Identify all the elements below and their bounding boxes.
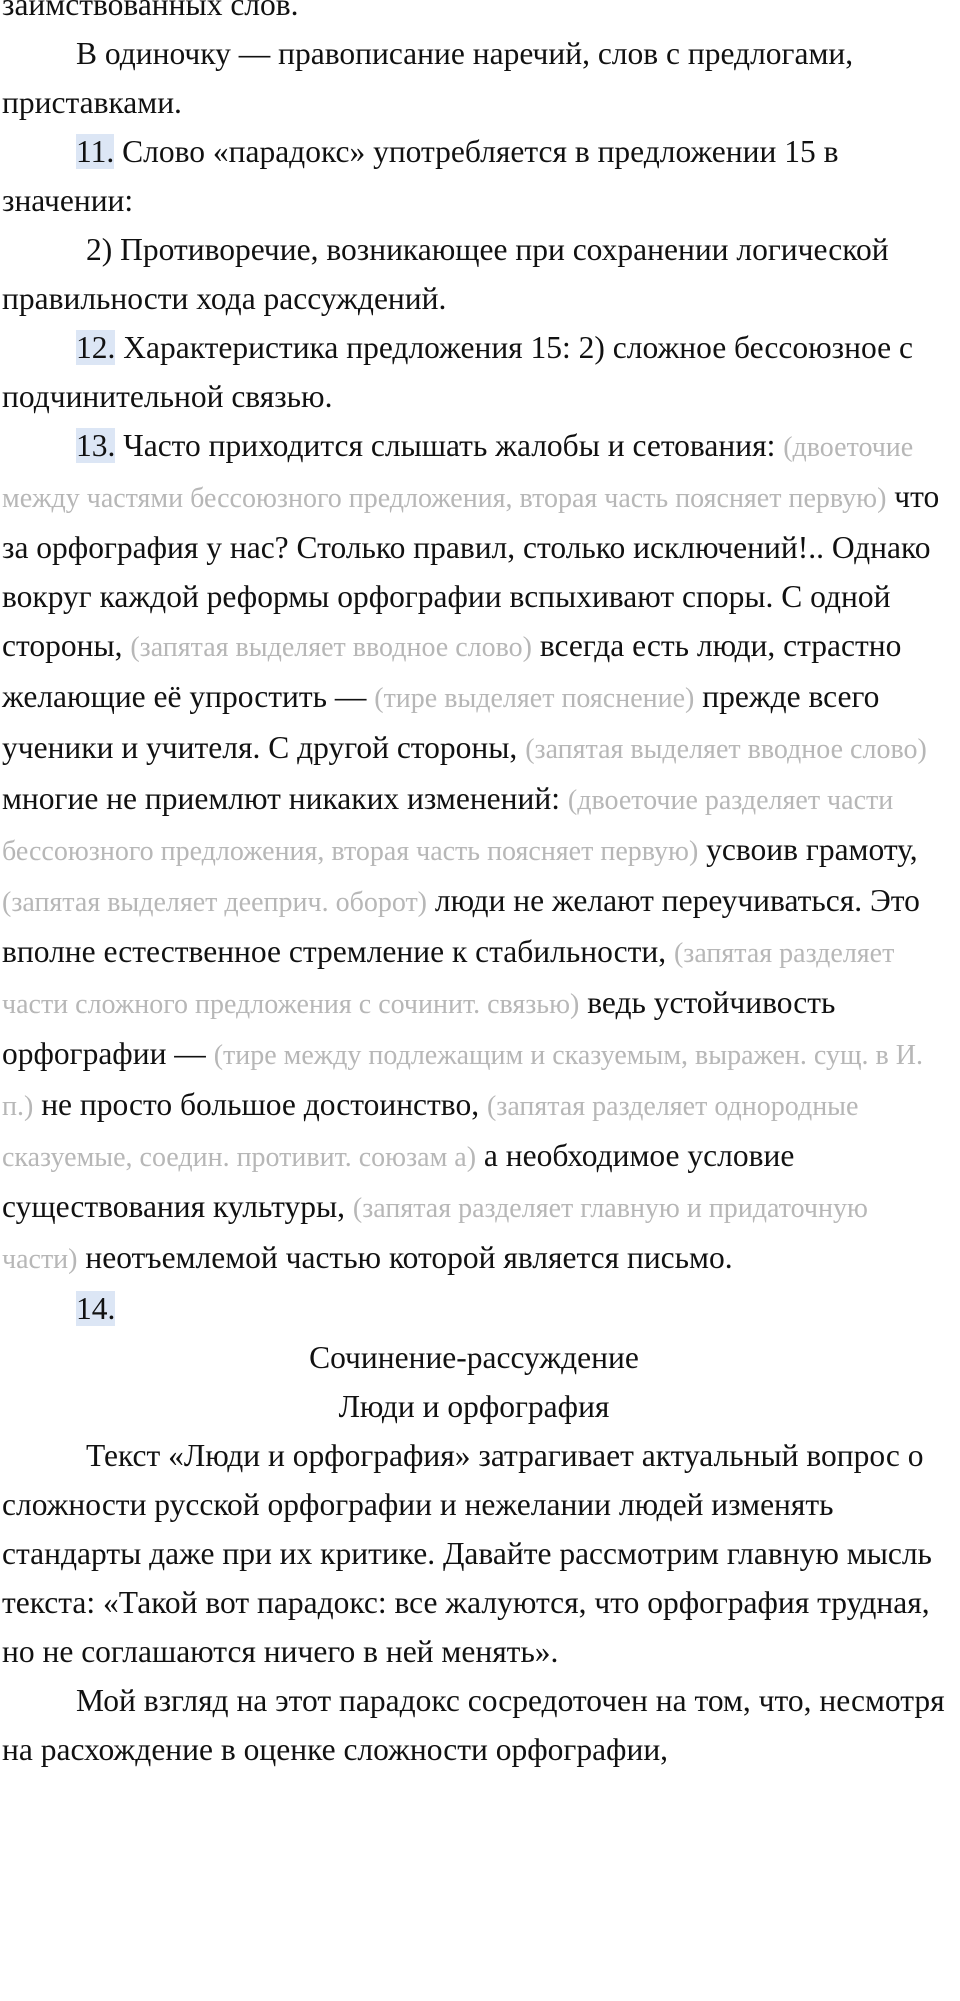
- punctuation-note: (запятая выделяет вводное слово): [525, 734, 927, 765]
- essay-subtitle: Люди и орфография: [338, 1389, 610, 1424]
- text-segment: не просто большое достоинство,: [33, 1087, 487, 1122]
- paragraph-12: [2, 323, 946, 421]
- punctuation-note: (двоеточие разделяет части бессоюзного предложения, вторая часть поясняет первую): [2, 785, 894, 867]
- text-segment: что за орфография у нас? Столько правил, столько исключений!.. Однако вокруг каждой реформы орфографии вспыхивают споры. С одной стороны,: [2, 479, 940, 663]
- punctuation-note: (запятая разделяет главную и придаточную части): [2, 1193, 868, 1275]
- text-segment: неотъемлемой частью которой является письмо.: [77, 1240, 733, 1275]
- task-number-14: 14.: [76, 1291, 116, 1326]
- punctuation-note: (запятая выделяет дееприч. оборот): [2, 887, 428, 918]
- punctuation-note: (двоеточие между частями бессоюзного предложения, вторая часть поясняет первую): [2, 432, 914, 514]
- punctuation-note: (запятая разделяет части сложного предложения с сочинит. связью): [2, 938, 895, 1020]
- punctuation-note: (тире выделяет пояснение): [374, 683, 695, 714]
- paragraph-14: [2, 1284, 946, 1333]
- punctuation-note: (запятая разделяет однородные сказуемые, соедин. противит. союзам а): [2, 1091, 859, 1173]
- essay-paragraph-2: Мой взгляд на этот парадокс сосредоточен на том, что, несмотря на расхождение в оценке сложности орфографии,: [2, 1683, 945, 1767]
- text-segment: Часто приходится слышать жалобы и сетования:: [115, 428, 784, 463]
- punctuation-note: (запятая выделяет вводное слово): [130, 632, 532, 663]
- text-segment: люди не желают переучиваться. Это вполне естественное стремление к стабильности,: [2, 883, 920, 969]
- task-number-12: 12.: [76, 330, 116, 365]
- essay-title: Сочинение-рассуждение: [309, 1340, 639, 1375]
- task-12-text: Характеристика предложения 15: 2) сложное бессоюзное с подчинительной связью.: [2, 330, 913, 414]
- punctuation-note: (тире между подлежащим и сказуемым, выражен. сущ. в И. п.): [2, 1040, 923, 1122]
- text-segment: а необходимое условие существования культуры,: [2, 1138, 795, 1224]
- text-segment: многие не приемлют никаких изменений:: [2, 781, 568, 816]
- paragraph-11: [2, 127, 946, 225]
- task-number-13: 13.: [76, 428, 116, 463]
- text-segment: усвоив грамоту,: [698, 832, 918, 867]
- text-segment: прежде всего ученики и учителя. С другой стороны,: [2, 679, 880, 765]
- paragraph-continuation: заимствованных слов.: [2, 0, 299, 22]
- task-11-text: Слово «парадокс» употребляется в предложении 15 в значении:: [2, 134, 839, 218]
- task-number-11: 11.: [76, 134, 115, 169]
- paragraph-odinochku: В одиночку — правописание наречий, слов с предлогами, приставками.: [2, 36, 854, 120]
- text-segment: ведь устойчивость орфографии —: [2, 985, 836, 1071]
- paragraph-13: [2, 421, 946, 1284]
- paragraph-11-answer: 2) Противоречие, возникающее при сохранении логической правильности хода рассуждений.: [2, 232, 889, 316]
- essay-paragraph-1: Текст «Люди и орфография» затрагивает актуальный вопрос о сложности русской орфографии и нежелании людей изменять стандарты даже при их критике. Давайте рассмотрим главную мысль текста: «Такой вот парадокс: все жалуются, что орфография трудная, но не соглашаются ничего в ней менять».: [2, 1438, 932, 1669]
- text-segment: всегда есть люди, страстно желающие её упростить —: [2, 628, 902, 714]
